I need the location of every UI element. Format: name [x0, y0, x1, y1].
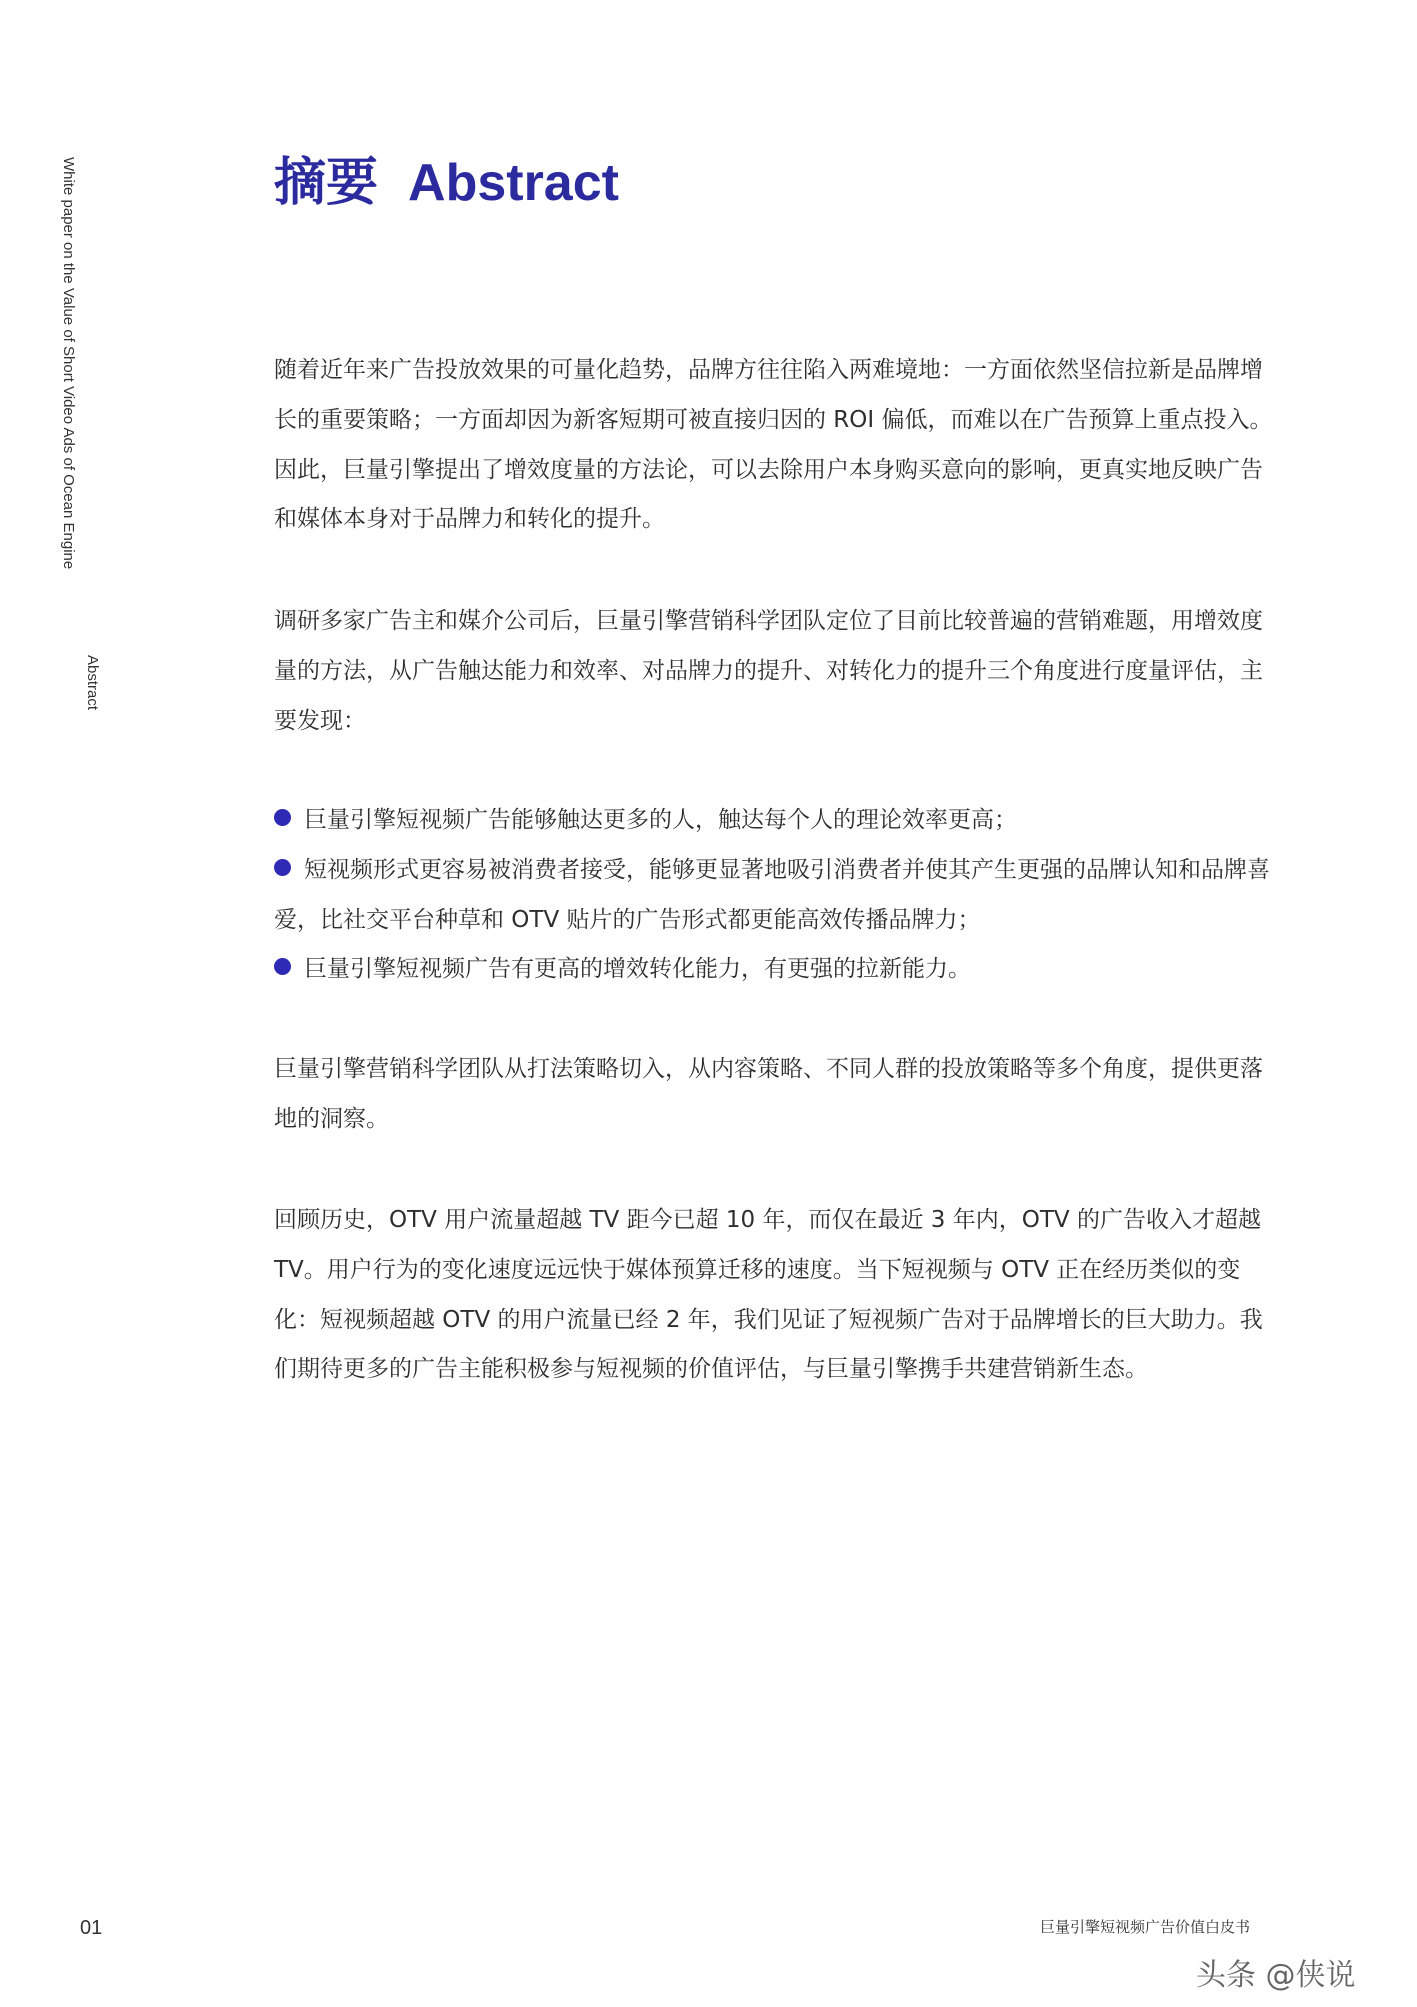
- bullet-dot-icon: [274, 809, 291, 826]
- side-subtitle: White paper on the Value of Short Video Ads of Ocean Engine: [60, 157, 77, 570]
- bullet-dot-icon: [274, 859, 291, 876]
- side-section-label: Abstract: [84, 655, 101, 711]
- footer-doc-title: 巨量引擎短视频广告价值白皮书: [1040, 1918, 1251, 1936]
- list-item-text: 巨量引擎短视频广告有更高的增效转化能力，有更强的拉新能力。: [304, 956, 971, 983]
- findings-list: [274, 796, 1276, 995]
- paragraph-findings-intro: 调研多家广告主和媒介公司后，巨量引擎营销科学团队定位了目前比较普遍的营销难题，用增效度量的方法，从广告触达能力和效率、对品牌力的提升、对转化力的提升三个角度进行度量评估，主要发现：: [274, 608, 1263, 734]
- list-item-text: 短视频形式更容易被消费者接受，能够更显著地吸引消费者并使其产生更强的品牌认知和品牌喜爱，比社交平台种草和 OTV 贴片的广告形式都更能高效传播品牌力；: [274, 856, 1270, 933]
- page-title: [274, 150, 619, 216]
- paragraph-strategy: 巨量引擎营销科学团队从打法策略切入，从内容策略、不同人群的投放策略等多个角度，提供更落地的洞察。: [274, 1056, 1263, 1132]
- page-title-en: Abstract: [408, 154, 619, 212]
- paragraph-history: 回顾历史，OTV 用户流量超越 TV 距今已超 10 年，而仅在最近 3 年内，OTV 的广告收入才超越 TV。用户行为的变化速度远远快于媒体预算迁移的速度。当下短视频与 OTV 正在经历类似的变化：短视频超越 OTV 的用户流量已经 2 年，我们见证了短视频广告对于品牌增长的巨大助力。我们期待更多的广告主能积极参与短视频的价值评估，与巨量引擎携手共建营销新生态。: [274, 1207, 1263, 1383]
- page-title-cn: 摘要: [274, 153, 379, 213]
- list-item: [274, 945, 1276, 995]
- bullet-dot-icon: [274, 958, 291, 975]
- list-item: [274, 846, 1276, 946]
- watermark: 头条 @侠说: [1196, 1958, 1356, 1993]
- paragraph-intro: 随着近年来广告投放效果的可量化趋势，品牌方往往陷入两难境地：一方面依然坚信拉新是品牌增长的重要策略；一方面却因为新客短期可被直接归因的 ROI 偏低，而难以在广告预算上重点投入。因此，巨量引擎提出了增效度量的方法论，可以去除用户本身购买意向的影响，更真实地反映广告和媒体本身对于品牌力和转化的提升。: [274, 357, 1273, 533]
- page-number: 01: [80, 1917, 103, 1939]
- list-item: [274, 796, 1276, 846]
- list-item-text: 巨量引擎短视频广告能够触达更多的人，触达每个人的理论效率更高；: [304, 807, 1017, 833]
